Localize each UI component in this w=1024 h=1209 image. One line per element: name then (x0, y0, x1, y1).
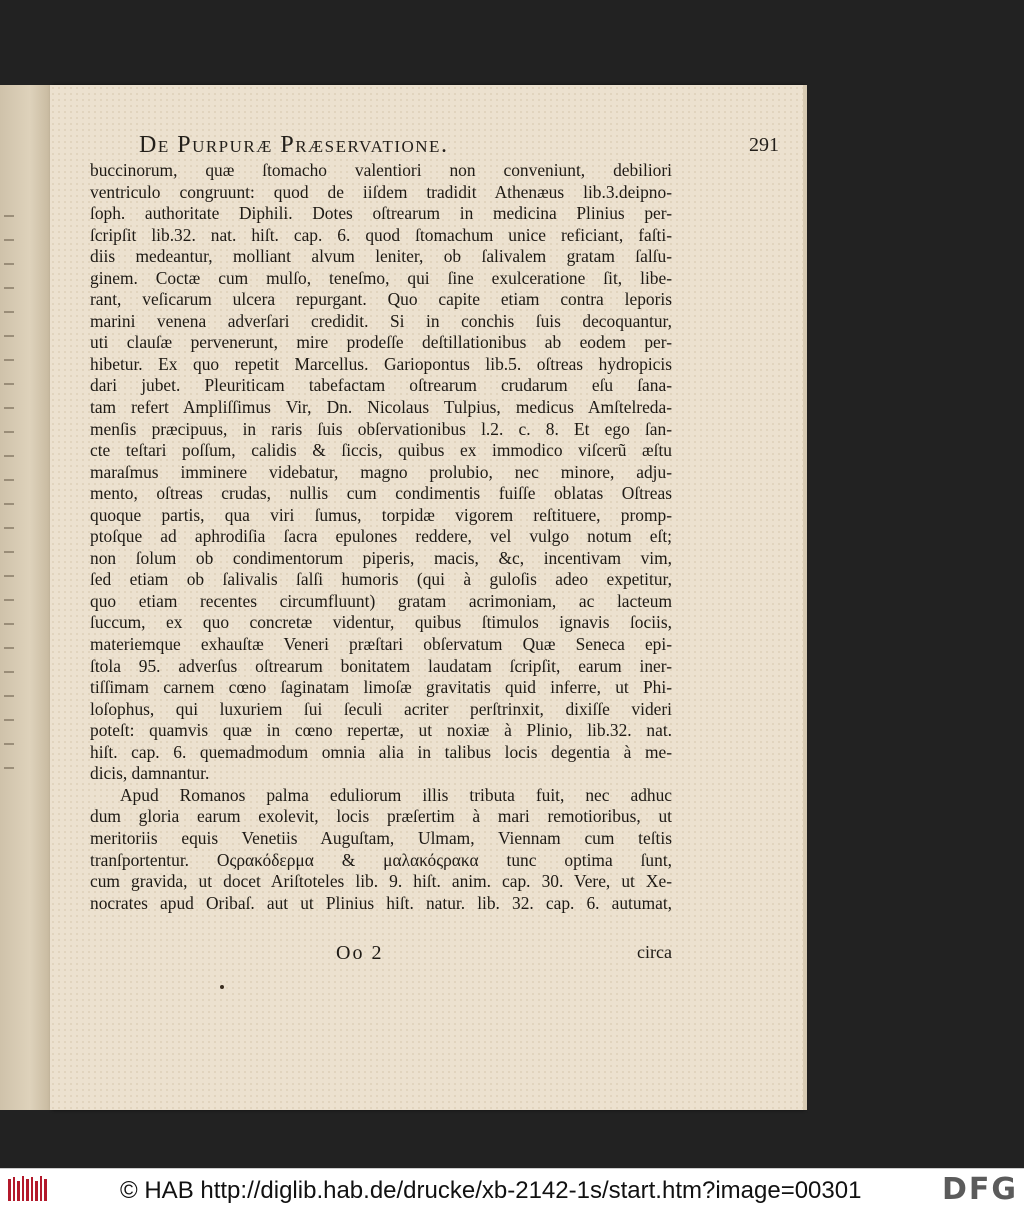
text-line: Apud Romanos palma eduliorum illis tributa fuit, nec adhuc (120, 784, 672, 805)
bottom-bar (0, 1168, 1024, 1209)
page-header (139, 132, 779, 160)
previous-page-text-fragments (4, 215, 34, 791)
text-line: ſtola 95. adverſus oſtrearum bonitatem laudatam ſcripſit, earum iner- (90, 655, 672, 676)
text-line: ventriculo congruunt: quod de iiſdem tradidit Athenæus lib.3.deipno- (90, 181, 672, 202)
text-line: marini venena adverſari credidit. Si in conchis ſuis decoquantur, (90, 310, 672, 331)
text-line: menſis præcipuus, in raris ſuis obſervationibus l.2. c. 8. Et ego ſan- (90, 418, 672, 439)
signature-mark: Oo 2 (336, 942, 384, 964)
text-line: meritoriis equis Venetiis Auguſtam, Ulmam, Viennam cum teſtis (90, 827, 672, 848)
text-line: ſuccum, ex quo concretæ videntur, quibus ſtimulos ignavis ſociis, (90, 612, 672, 633)
text-line: materiemque exhauſtæ Veneri præſtari obſervatum Quæ Seneca epi- (90, 634, 672, 655)
text-line: dicis, damnantur. (90, 763, 210, 784)
text-line: dari jubet. Pleuriticam tabefactam oſtrearum crudarum eſu ſana- (90, 375, 672, 396)
text-line: ſcripſit lib.32. nat. hiſt. cap. 6. quod ſtomachum unice reficiant, faſti- (90, 224, 672, 245)
text-line: ptoſque ad aphrodiſia ſacra epulones reddere, vel vulgo notum eſt; (90, 526, 672, 547)
page-number: 291 (749, 134, 779, 156)
text-line: uti clauſæ pervenerunt, mire prodeſſe deſtillationibus ab eodem per- (90, 332, 672, 353)
text-line: tiſſimam carnem cœno ſaginatam limoſæ gravitatis quid inferre, ut Phi- (90, 677, 672, 698)
text-line: tranſportentur. Οςρακόδερμα & μαλακόςρακα tunc optima ſunt, (90, 849, 672, 870)
ink-speck (220, 985, 224, 989)
text-line: hibetur. Ex quo repetit Marcellus. Gariopontus lib.5. oſtreas hydropicis (90, 353, 672, 374)
text-line: non ſolum ob condimentorum piperis, macis, &c, incentivam vim, (90, 547, 672, 568)
previous-page-edge (0, 85, 51, 1110)
text-line: ſoph. authoritate Diphili. Dotes oſtrearum in medicina Plinius per- (90, 203, 672, 224)
text-line: ginem. Coctæ cum mulſo, teneſmo, qui ſine exulceratione ſit, libe- (90, 267, 672, 288)
text-line: quo etiam recentes circumfluunt) gratam acrimoniam, ac lacteum (90, 590, 672, 611)
text-line: hiſt. cap. 6. quemadmodum omnia alia in talibus locis degentia à me- (90, 741, 672, 762)
copyright-link[interactable]: © HAB http://diglib.hab.de/drucke/xb-2142-1s/start.htm?image=00301 (120, 1177, 862, 1204)
text-line: nocrates apud Oribaſ. aut ut Plinius hiſt. natur. lib. 32. cap. 6. autumat, (90, 892, 672, 913)
page-edge (803, 85, 807, 1110)
catchword: circa (637, 942, 672, 962)
text-line: poteſt: quamvis quæ in cœno repertæ, ut noxiæ à Plinio, lib.32. nat. (90, 720, 672, 741)
scanned-page (50, 85, 803, 1110)
text-line: ſed etiam ob ſalivalis ſalſi humoris (qui à guloſis adeo expetitur, (90, 569, 672, 590)
text-line: mento, oſtreas crudas, nullis cum condimentis fuiſſe oblatas Oſtreas (90, 483, 672, 504)
text-line: maraſmus imminere videbatur, magno prolubio, nec minore, adju- (90, 461, 672, 482)
text-line: cum gravida, ut docet Ariſtoteles lib. 9. hiſt. anim. cap. 30. Vere, ut Xe- (90, 871, 672, 892)
hab-logo-icon (6, 1173, 50, 1205)
text-line: buccinorum, quæ ſtomacho valentiori non conveniunt, debiliori (90, 160, 672, 180)
text-line: diis medeantur, molliant alvum leniter, ob ſalivalem gratam ſalſu- (90, 246, 672, 267)
text-line: cte teſtari poſſum, calidis & ſiccis, quibus ex immodico viſcerũ æſtu (90, 440, 672, 461)
text-line: dum gloria earum exolevit, locis præſertim à mari remotioribus, ut (90, 806, 672, 827)
page-footer (336, 942, 672, 966)
text-line: quoque partis, qua viri ſumus, torpidæ vigorem reſtituere, promp- (90, 504, 672, 525)
text-line: tam refert Ampliſſimus Vir, Dn. Nicolaus Tulpius, medicus Amſtelreda- (90, 397, 672, 418)
dfg-logo: DFG (941, 1172, 1018, 1207)
running-title: De Purpuræ Præservatione. (139, 132, 449, 158)
body-text (90, 160, 672, 914)
text-line: rant, veſicarum ulcera repurgant. Quo capite etiam contra leporis (90, 289, 672, 310)
text-line: loſophus, qui luxuriem ſui ſeculi acriter perſtrinxit, dixiſſe videri (90, 698, 672, 719)
